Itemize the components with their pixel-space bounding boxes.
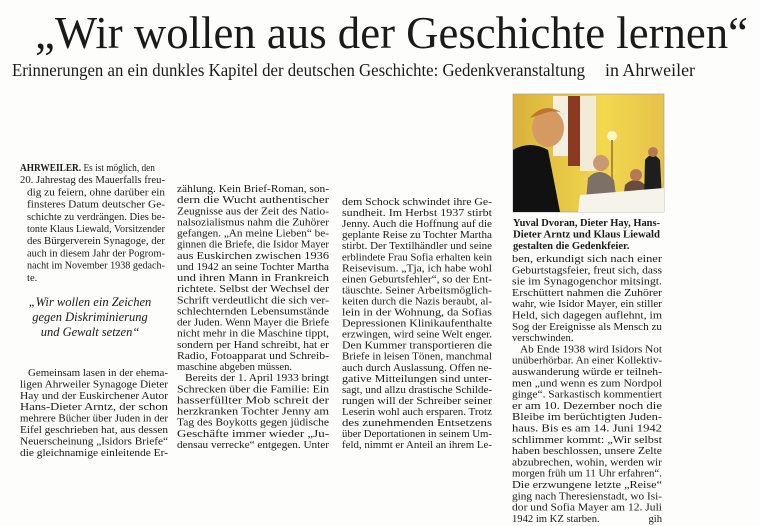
article-line: Bleibe im berüchtigten Juden- bbox=[512, 412, 663, 424]
article-line: sagt, und allzu drastische Schilde- bbox=[342, 384, 493, 396]
article-line: Hay und der Euskirchener Autor bbox=[20, 390, 169, 402]
article-line: schlechternden Lebensumstände bbox=[177, 306, 330, 318]
article-line: rungen will der Schreiber seiner bbox=[342, 395, 493, 407]
article-line: die gleichnamige einleitende Er- bbox=[20, 447, 169, 459]
article-line: Ab Ende 1938 wird Isidors Not bbox=[520, 344, 663, 356]
event-photo bbox=[513, 94, 664, 212]
article-line: feld, nimmt er Anteil an ihrem Le- bbox=[342, 440, 493, 452]
article-line: gative Mitteilungen sind unter- bbox=[342, 373, 493, 385]
article-line: und ihren Mann in Frankreich bbox=[177, 273, 330, 284]
article-line: lein in der Wohnung, da Sofias bbox=[342, 307, 492, 319]
article-line: sie im Synagogenchor mitsingt. bbox=[512, 276, 662, 288]
pullquote-line: und Gewalt setzen“ bbox=[40, 325, 140, 339]
article-line: schlimmer kommt: „Wir selbst bbox=[512, 434, 663, 446]
article-line: haben beschlossen, unsere Zelte bbox=[512, 446, 663, 458]
article-line: hasserfüllter Mob schreit der bbox=[177, 395, 330, 407]
article-line: dem Schock schwindet ihre Ge- bbox=[342, 197, 493, 208]
article-line: gefangen. „An meine Lieben“ be- bbox=[177, 228, 330, 240]
article-line: schichte zu verdrängen. Dies be- bbox=[27, 211, 166, 223]
article-line: richtete. Selbst der Wechsel der bbox=[177, 284, 330, 296]
article-line: auch durch Auslassung. Offen ne- bbox=[342, 362, 493, 374]
article-line: Den Kummer transportieren die bbox=[342, 340, 493, 352]
article-line: ligen Ahrweiler Synagoge Dieter bbox=[20, 379, 169, 391]
article-line: ging nach Theresienstadt, wo Isi- bbox=[512, 491, 663, 503]
article-line: dor und Sofia Mayer am 12. Juli bbox=[512, 502, 663, 514]
pullquote-line: „Wir wollen ein Zeichen bbox=[28, 295, 152, 309]
article-line: morgen früh um 11 Uhr erfahren“. bbox=[512, 468, 662, 480]
article-line: der Juden. Wenn Mayer die Briefe bbox=[177, 317, 330, 329]
article-line: unüberhörbar. An einer Kollektiv- bbox=[512, 355, 663, 367]
article-line: stirbt. Der Textilhändler und seine bbox=[342, 241, 493, 253]
dateline: AHRWEILER. bbox=[20, 163, 90, 174]
article-line: dig zu feiern, ohne darüber ein bbox=[27, 187, 166, 199]
article-line: keiten durch die Nazis beraubt, al- bbox=[342, 296, 493, 308]
article-line: geplante Reise zu Tochter Martha bbox=[342, 230, 493, 242]
article-line: Zeugnisse aus der Zeit des Natio- bbox=[177, 206, 330, 218]
article-line: densau verrecke“ entgegen. Unter bbox=[177, 440, 330, 451]
article-line: Leserin wohl auch ersparen. Trotz bbox=[342, 407, 493, 418]
article-line: sondern per Hand schreibt, hat er bbox=[177, 339, 330, 351]
article-line: men „und wenn es zum Nordpol bbox=[512, 378, 663, 390]
article-line: Tag des Boykotts gegen jüdische bbox=[177, 417, 330, 429]
article-first-line bbox=[20, 163, 165, 174]
article-line: über Deportationen in seinem Um- bbox=[342, 429, 493, 441]
photo-caption-line: Yuval Dvoran, Dieter Hay, Hans- bbox=[513, 218, 661, 229]
article-line: Depressionen Klinikaufenthalte bbox=[342, 318, 493, 330]
article-line: Briefe in leisen Tönen, manchmal bbox=[342, 351, 493, 363]
article-line: maschine abgeben müssen. bbox=[177, 362, 293, 374]
article-line: auch in diesem Jahr der Pogrom- bbox=[27, 248, 166, 260]
article-line: Reisevisum. „Tja, ich habe wohl bbox=[342, 263, 493, 275]
article-line: Jenny. Auch die Hoffnung auf die bbox=[342, 219, 493, 231]
headline: „Wir wollen aus der Geschichte lernen“ bbox=[35, 7, 748, 58]
article-line: Sog der Ereignisse als Mensch zu bbox=[512, 321, 663, 333]
article-line: 20. Jahrestag des Mauerfalls freu- bbox=[20, 175, 166, 187]
article-line: er am 10. Dezember noch die bbox=[512, 400, 663, 412]
article-line: Die erzwungene letzte „Reise“ bbox=[512, 480, 663, 491]
article-line: sundheit. Im Herbst 1937 stirbt bbox=[342, 208, 493, 220]
article-line: Held, sich dagegen auflehnt, im bbox=[512, 310, 663, 322]
article-line: ginge“. Sarkastisch kommentiert bbox=[512, 389, 663, 401]
article-line: Geburtstagsfeier, freut sich, dass bbox=[512, 265, 662, 277]
article-line: zählung. Kein Brief-Roman, son- bbox=[177, 184, 330, 195]
article-line: finsteres Datum deutscher Ge- bbox=[27, 199, 166, 211]
first-line-text: Es ist möglich, den bbox=[81, 163, 165, 174]
article-line: Schrift verdeutlicht die sich ver- bbox=[177, 295, 330, 307]
article-line: ginnen die Briefe, die Isidor Mayer bbox=[177, 239, 330, 251]
photo-caption-line: gestalten die Gedenkfeier. bbox=[513, 241, 630, 253]
photo-caption-line: Dieter Arntz und Klaus Liewald bbox=[513, 229, 661, 241]
article-line: haus. Bis es am 14. Juni 1942 bbox=[512, 423, 662, 435]
article-line: des Bürgerverein Synagoge, der bbox=[27, 236, 166, 248]
article-line: Erschüttert nahmen die Zuhörer bbox=[512, 287, 663, 299]
article-line: Schrecken über die Familie: Ein bbox=[177, 384, 330, 396]
article-line: Eifel geschrieben hat, aus dessen bbox=[20, 425, 169, 436]
subheadline: Erinnerungen an ein dunkles Kapitel der deutschen Geschichte: Gedenkveranstaltung bbox=[12, 60, 585, 80]
article-line: einen Geburtsfehler“, so der Ent- bbox=[342, 274, 493, 286]
article-line: erzwingen, wird seine Welt enger. bbox=[342, 329, 492, 341]
article-line: abzubrechen, wohin, werden wir bbox=[512, 457, 663, 469]
article-line: Hans-Dieter Arntz, der schon bbox=[20, 402, 169, 414]
article-line: dern die Wucht authentischer bbox=[177, 195, 330, 207]
pullquote-line: gegen Diskriminierung bbox=[32, 310, 148, 324]
article-line: und 1942 an seine Tochter Martha bbox=[177, 261, 330, 273]
article-line: Gemeinsam lasen in der ehema- bbox=[28, 368, 169, 379]
article-line: Neuerscheinung „Isidors Briefe“ bbox=[20, 436, 169, 448]
article-line: Radio, Fotoapparat und Schreib- bbox=[177, 351, 330, 362]
article-line: auswanderung würde er teilneh- bbox=[512, 367, 663, 378]
article-line: des zunehmenden Entsetzens bbox=[342, 418, 492, 429]
article-line: mehrere Bücher über Juden in der bbox=[20, 413, 169, 425]
article-line: nicht mehr in die Maschine tippt, bbox=[177, 328, 329, 340]
article-line: verschwinden. bbox=[512, 333, 574, 345]
article-line: 1942 im KZ starben. bbox=[512, 513, 600, 525]
article-line: wahr, wie Isidor Mayer, ein stiller bbox=[512, 299, 663, 311]
author-initials: gih bbox=[648, 513, 662, 525]
article-line: aus Euskirchen zwischen 1936 bbox=[177, 250, 329, 262]
article-line: Bereits der 1. April 1933 bringt bbox=[185, 373, 330, 385]
article-line: Geschäfte immer wieder „Ju- bbox=[177, 428, 330, 440]
article-line: erblindete Frau Sofia erhalten kein bbox=[342, 252, 493, 264]
subheadline-place: in Ahrweiler bbox=[605, 60, 695, 80]
article-line: te. bbox=[27, 272, 38, 284]
article-line: nacht im November 1938 gedach- bbox=[27, 260, 166, 272]
article-line: tonte Klaus Liewald, Vorsitzender bbox=[27, 224, 166, 235]
article-line: täuschte. Seiner Arbeitsmöglich- bbox=[342, 285, 493, 297]
article-line: herzkranken Tochter Jenny am bbox=[177, 406, 330, 418]
article-line: nalsozialismus nahm die Zuhörer bbox=[177, 217, 330, 229]
article-line: ben, erkundigt sich nach einer bbox=[512, 254, 663, 265]
